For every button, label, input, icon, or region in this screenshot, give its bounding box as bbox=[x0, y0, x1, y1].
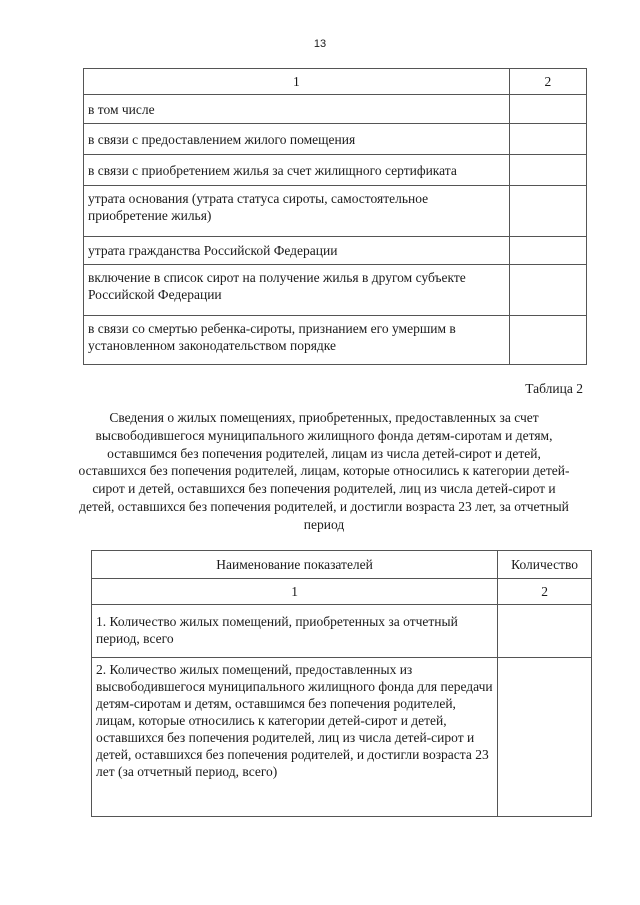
table-row bbox=[84, 124, 587, 155]
header-cell-col1: 1 bbox=[84, 69, 510, 95]
row-value bbox=[498, 605, 592, 658]
row-value bbox=[509, 95, 586, 124]
row-label: в связи со смертью ребенка-сироты, признанием его умершим в установленном законодательством порядке bbox=[84, 316, 510, 365]
row-value bbox=[509, 316, 586, 365]
table-row bbox=[84, 316, 587, 365]
page-number: 13 bbox=[313, 38, 327, 50]
table-2-title: Сведения о жилых помещениях, приобретенных, предоставленных за счет высвободившегося муниципального жилищного фонда детям-сиротам и детям, оставшимся без попечения родителей, лицам из числа детей-сирот и детей, оставшихся без попечения родителей, лицам, которые относились к категории детей-сирот и детей, оставшихся без попечения родителей, лиц из числа детей-сирот и детей, оставшихся без попечения родителей, и достигли возраста 23 лет, за отчетный период bbox=[78, 410, 570, 532]
table-row bbox=[92, 605, 592, 658]
header-cell-quantity: Количество bbox=[498, 551, 592, 579]
table-row bbox=[84, 155, 587, 186]
header-cell-col2: 2 bbox=[509, 69, 586, 95]
table-2-label: Таблица 2 bbox=[525, 381, 583, 396]
row-label: утрата основания (утрата статуса сироты, самостоятельное приобретение жилья) bbox=[84, 186, 510, 237]
table-row bbox=[84, 237, 587, 265]
row-value bbox=[509, 155, 586, 186]
row-label: утрата гражданства Российской Федерации bbox=[84, 237, 510, 265]
row-label: 1. Количество жилых помещений, приобретенных за отчетный период, всего bbox=[92, 605, 498, 658]
table-row bbox=[92, 658, 592, 817]
table-row bbox=[84, 95, 587, 124]
table-row bbox=[84, 186, 587, 237]
table-row bbox=[84, 265, 587, 316]
header-cell-indicator: Наименование показателей bbox=[92, 551, 498, 579]
row-label: в связи с приобретением жилья за счет жилищного сертификата bbox=[84, 155, 510, 186]
row-value bbox=[509, 237, 586, 265]
subheader-cell-col1: 1 bbox=[92, 579, 498, 605]
table-header-row bbox=[92, 551, 592, 579]
row-label: включение в список сирот на получение жилья в другом субъекте Российской Федерации bbox=[84, 265, 510, 316]
table-2 bbox=[91, 550, 592, 817]
row-label: 2. Количество жилых помещений, предоставленных из высвободившегося муниципального жилищного фонда для передачи детям-сиротам и детям, оставшимся без попечения родителей, лицам, которые относились к категории детей-сирот и детей, оставшихся без попечения родителей, лиц из числа детей-сирот и детей, оставшихся без попечения родителей, и достигли возраста 23 лет (за отчетный период, всего) bbox=[92, 658, 498, 817]
subheader-cell-col2: 2 bbox=[498, 579, 592, 605]
row-value bbox=[509, 186, 586, 237]
row-value bbox=[498, 658, 592, 817]
row-value bbox=[509, 265, 586, 316]
table-1 bbox=[83, 68, 587, 365]
row-label: в связи с предоставлением жилого помещения bbox=[84, 124, 510, 155]
table-subheader-row bbox=[92, 579, 592, 605]
table-header-row bbox=[84, 69, 587, 95]
row-label: в том числе bbox=[84, 95, 510, 124]
row-value bbox=[509, 124, 586, 155]
